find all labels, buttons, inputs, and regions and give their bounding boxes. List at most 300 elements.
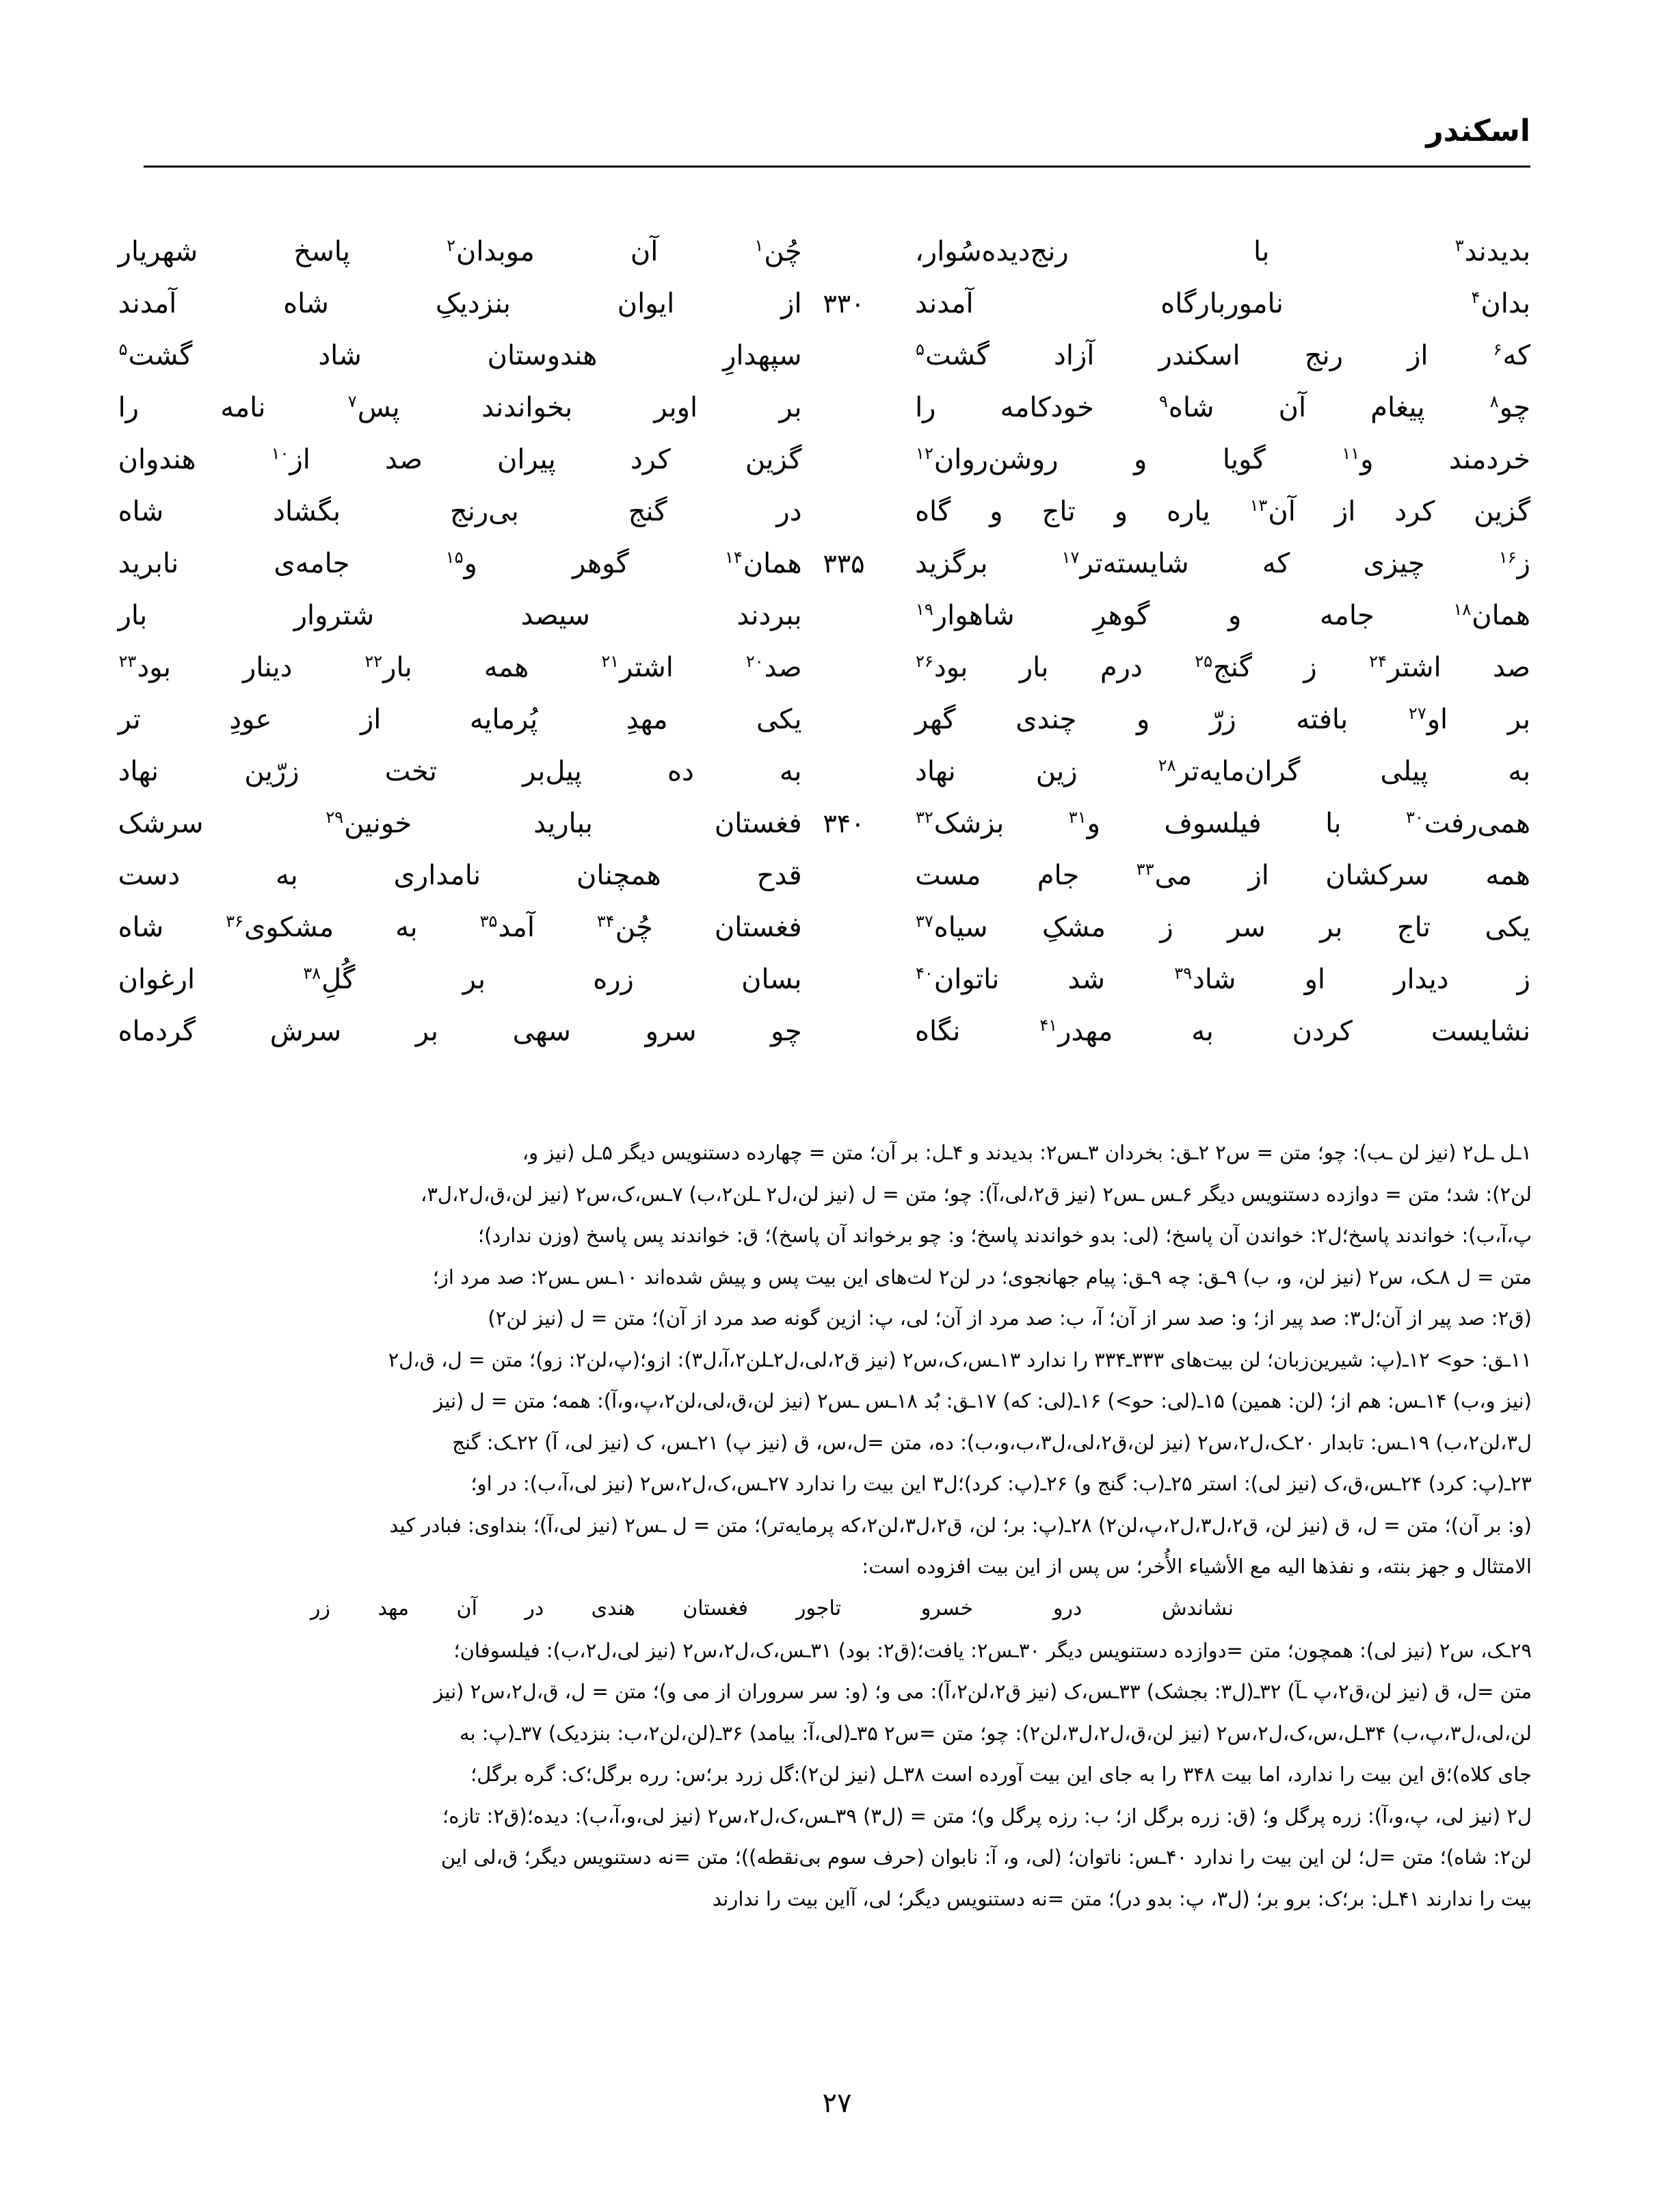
verse-word: از [1407,340,1429,371]
verse-word: صد [1493,652,1530,683]
verse-word: به [1191,1016,1214,1047]
verse-word: که [1262,548,1290,579]
verse-word: گنج [628,496,667,527]
verse-word: ناتوان$^{۴۰}$ [916,963,1000,995]
apparatus-line: (نیز و،ب) ۱۴ـس: هم از؛ (لن: همین) ۱۵ـ(لی: حو>) ۱۶ـ(لی: که) ۱۷ـق: بُد ۱۸ـس ـس۲ (نیز لن،ق،لی،لن۲،پ،و،آ): همه؛ متن = ل (نیز [434,1389,1532,1412]
verse-word: یاره [1167,496,1210,527]
footnote-marker: ۲۸ [1158,755,1176,775]
verse-word: خسرو [920,1596,974,1620]
verse-word: جامه [1319,600,1374,631]
verse-word: مهد [377,1596,410,1620]
verse-word: پیل‌بر [522,756,582,787]
footnote-marker: ۶ [1493,339,1502,359]
hemistich-text [915,746,1530,798]
verse-word: اوبر [654,392,698,423]
verse-word: پاسخ [293,236,351,267]
verse-word: او [1304,964,1326,995]
hemistich-text [915,953,1530,1005]
apparatus-line: ل۲ (نیز لی، پ،و،آ): زره پرگل و؛ (ق: زره برگل از؛ ب: رزه پرگل و)؛ متن = (ل۳) ۳۹ـس،ک،ل۲،س۲ (نیز لی،و،آ،ب): دیده؛(ق۲: تازه؛ [442,1804,1532,1828]
verse-word: فیلسوف [1164,808,1262,839]
hemistich-first [118,382,865,434]
verse-word: با [1253,236,1270,267]
verse-word: گزین [745,444,802,475]
verse-word: سپهدارِ [723,340,802,371]
verse-word: شتروار [293,600,375,631]
verse-word: گُلِ$^{۳۸}$ [303,963,356,995]
verse-word: همان$^{۱۴}$ [725,547,802,579]
verse-word: یکی [756,704,802,735]
verse-word: فغستان [714,808,802,839]
hemistich-first [118,953,865,1005]
verse-word: بود$^{۲۳}$ [118,651,172,683]
verse-word: دست [118,860,181,891]
verse-word: کردن [1292,1016,1353,1047]
verse-word: کرد [630,444,671,475]
apparatus-line: متن =ل، ق (نیز لن،ق۲،پ ـآ) ۳۲ـ(ل۳: بجشک) ۳۳ـس،ک (نیز ق۲،لن۲،آ): می و؛ (و: سر سروران از می و)؛ متن = ل، ق،ل۲،س۲ (نیز [434,1680,1532,1703]
verse-word: جامه‌ی [274,548,350,579]
verse-word: همه [483,652,529,683]
verse-word: رنج [1304,340,1343,371]
hemistich-second [865,901,1530,953]
running-title: اسکندر [1426,114,1530,148]
hemistich-text [118,434,802,486]
footnote-marker: ۲۲ [364,651,383,671]
verse-word: از [781,288,802,319]
verse-word: مهدر$^{۴۱}$ [1039,1015,1113,1047]
footnote-marker: ۵ [118,339,128,359]
hemistich-first [118,590,865,642]
verse-word: رنج‌دیده‌سُوار، [915,236,1069,267]
verse-couplet [118,486,1530,538]
hemistich-text [118,330,802,382]
verse-word: اشتر$^{۲۱}$ [601,651,674,683]
verse-word: به [395,912,418,943]
footnote-marker: ۲۳ [118,651,137,671]
verse-word: تاج [1041,496,1076,527]
apparatus-line: جای کلاه)؛ق این بیت را ندارد، اما بیت ۳۴۸ را به جای این بیت آورده است ۳۸ـل (نیز لن۲):گل زرد بر؛س: رره برگل؛ک: گره برگل؛ [470,1763,1532,1786]
footnote-marker: ۴۱ [1039,1015,1058,1035]
hemistich-text [118,746,802,798]
verse-word: و [1137,704,1150,735]
folio-number: ۲۷ [822,2088,852,2119]
apparatus-line: (و: بر آن)؛ متن = ل، ق (نیز لن، ق۲،ل۳،ل۲،پ،لن۲) ۲۸ـ(پ: بر؛ لن، ق۲،ل۳،لن۲،که پرمایه‌تر)؛ متن = ل ـس۲ (نیز لی،آ)؛ بنداوی: فبادر کید [389,1513,1532,1537]
hemistich-text [118,590,802,642]
verse-word: شایسته‌تر$^{۱۷}$ [1061,547,1189,579]
apparatus-line: ۱ـل ـل۲ (نیز لن ـب): چو؛ متن = س۲ ۲ـق: بخردان ۳ـس۲: بدیدند و ۴ـل: بر آن؛ متن = چهارده دستنویس دیگر ۵ـل (نیز و، [522,1141,1532,1164]
verse-word: چو [771,1016,802,1047]
hemistich-text [118,1005,802,1057]
apparatus-line: لن۲): شد؛ متن = دوازده دستنویس دیگر ۶ـس ـس۲ (نیز ق۲،لی،آ): چو؛ متن = ل (نیز لن،ل۲ ـلن۲،ب) ۷ـس،ک،س۲ (نیز لن،ق،ل۲،ل۳، [420,1182,1532,1206]
footnote-marker: ۱۲ [916,443,933,463]
verse-word: گویا [1222,444,1266,475]
hemistich-text [118,642,802,694]
verse-word: از [360,704,382,735]
verse-word: سیاه$^{۳۷}$ [916,911,988,943]
verse-word: و [1114,496,1128,527]
verse-word: ز [1517,964,1530,995]
verse-word: خونین$^{۲۹}$ [326,807,412,839]
verse-word: نهاد [915,756,956,787]
verse-word: گوهر [572,548,629,579]
apparatus-hemistich-first [310,1588,748,1630]
verse-word: بدیدند$^۳$ [1454,235,1530,267]
apparatus-inline-couplet [142,1588,1532,1630]
running-header [144,116,1530,171]
verse-word: بافته [1296,704,1348,735]
verse-word: آمد$^{۳۵}$ [479,911,535,943]
footnote-marker: ۳۸ [303,963,321,983]
verse-word: به [779,756,802,787]
verse-word: مشکِ [1041,912,1106,943]
verse-word: سرش [269,1016,342,1047]
verse-word: نشاندش [1162,1596,1234,1620]
verse-word: درو [1052,1596,1082,1620]
verse-word: برگزید [915,548,988,579]
verse-couplet [118,798,1530,850]
verse-word: سرشک [118,808,204,839]
verse-word: شاهوار$^{۱۹}$ [916,599,1015,631]
hemistich-first [118,798,865,850]
hemistich-first [118,226,865,278]
verse-word: به [276,860,298,891]
hemistich-second [865,642,1530,694]
verse-word: نگاه [915,1016,961,1047]
footnote-marker: ۲۴ [1369,651,1387,671]
footnote-marker: ۱۹ [916,599,933,619]
footnote-marker: ۳۱ [1068,807,1087,827]
verse-word: تخت [384,756,437,787]
verse-word: ز [1160,912,1173,943]
verse-couplet [118,434,1530,486]
verse-word: و$^{۱۱}$ [1342,443,1374,475]
verse-word: چندی [1015,704,1077,735]
verse-word: پیران [497,444,556,475]
verse-word: اسکندر [1158,340,1240,371]
hemistich-text [118,226,802,278]
verse-word: بر [779,392,802,423]
verse-word: صد$^{۲۰}$ [745,651,802,683]
hemistich-first [118,901,865,953]
verse-word: چیزی [1363,548,1425,579]
verse-word: همان$^{۱۸}$ [1453,599,1530,631]
verse-word: آن$^{۱۳}$ [1249,495,1296,527]
verse-couplet [118,278,1530,330]
footnote-marker: ۵ [916,339,925,359]
hemistich-text [915,590,1530,642]
verse-word: بدان$^۴$ [1471,287,1530,319]
verse-word: بزشک$^{۳۲}$ [916,807,1005,839]
verse-word: تاجور [796,1596,842,1620]
verse-word: گنج$^{۲۵}$ [1195,651,1252,683]
verse-word: شد [1067,964,1106,995]
footnote-marker: ۴۰ [916,963,933,983]
verse-word: آن [1278,392,1307,423]
footnote-marker: ۲۹ [326,807,344,827]
verse-word: مهدِ [626,704,668,735]
footnote-marker: ۱ [754,235,764,255]
hemistich-second [865,382,1530,434]
hemistich-text [118,694,802,746]
footnote-marker: ۳۰ [1405,807,1424,827]
verse-couplet [118,694,1530,746]
hemistich-second [865,538,1530,590]
verse-word: زرّ [1210,704,1236,735]
verse-word: را [118,392,139,423]
footnote-marker: ۲۵ [1195,651,1212,671]
verse-word: سیصد [520,600,590,631]
hemistich-second [865,434,1530,486]
verse-couplet [118,953,1530,1005]
verse-word: دیدار [1394,964,1449,995]
footnote-marker: ۳۷ [916,911,933,931]
verse-couplet [118,538,1530,590]
apparatus-line: ۲۳ـ(پ: کرد) ۲۴ـس،ق،ک (نیز لی): استر ۲۵ـ(ب: گنج و) ۲۶ـ(پ: کرد)؛ل۳ این بیت را ندارد ۲۷ـس،ک،ل۲،س۲ (نیز لی،آ،ب): در او؛ [470,1472,1532,1495]
verse-word: نامور‌بارگاه [1160,288,1284,319]
hemistich-text [118,953,802,1005]
verse-word: زین [1035,756,1078,787]
verse-word: مشکوی$^{۳۶}$ [226,911,334,943]
hemistich-text [915,226,1530,278]
verse-word: نامداری [393,860,481,891]
verse-word: می$^{۳۳}$ [1136,859,1193,891]
apparatus-line: ل۳،لن۲،ب) ۱۹ـس: تابدار ۲۰ـک،ل۲،س۲ (نیز لن،ق۲،لی،ل۳،ب،و،ب): ده، متن =ل،س، ق (نیز پ) ۲۱ـس، ک (نیز لی، آ) ۲۲ـک: گنج [452,1430,1532,1454]
verse-word: که$^۶$ [1493,339,1530,371]
verse-word: نشایست [1431,1016,1530,1047]
verse-word: بنزدیکِ [435,288,511,319]
verse-word: گران‌مایه‌تر$^{۲۸}$ [1158,755,1301,787]
hemistich-text [118,538,802,590]
verse-word: جام [1037,860,1080,891]
verse-word: اشتر$^{۲۴}$ [1369,651,1442,683]
hemistich-text [118,382,802,434]
footnote-marker: ۱۸ [1453,599,1472,619]
verse-word: بسان [741,964,802,995]
verse-word: گاه [915,496,951,527]
verse-word: بگشاد [273,496,341,527]
verse-word: گهر [915,704,956,735]
verse-word: شاه [283,288,329,319]
verse-word: گزین [1474,496,1530,527]
verse-word: او$^{۲۷}$ [1408,703,1448,735]
verse-word: نابرید [118,548,179,579]
footnote-marker: ۱۱ [1342,443,1360,463]
verse-word: سهی [512,1016,571,1047]
hemistich-second [865,590,1530,642]
verse-couplet [118,746,1530,798]
verse-word: در [776,496,802,527]
verse-word: ببارید [533,808,593,839]
hemistich-second [865,226,1530,278]
verse-word: چُن$^۱$ [754,235,802,267]
verse-word: و$^{۱۵}$ [445,547,477,579]
verse-word: موبدان$^۲$ [447,235,535,267]
verse-word: همه [1485,860,1530,891]
apparatus-line: (ق۲: صد پیر از آن؛ل۳: صد پیر از؛ و: صد سر از آن؛ آ، ب: صد مرد از آن؛ لی، پ: ازین گونه صد مرد از آن)؛ متن = ل (نیز لن۲) [488,1306,1532,1330]
footnote-marker: ۷ [347,391,357,411]
hemistich-first [118,278,865,330]
apparatus-line: پ،آ،ب): خواندند پاسخ؛ل۲: خواندن آن پاسخ؛ (لی: بدو خواندند پاسخ؛ و: چو بر‌خواند آن پاسخ)؛ ق: خواندند پس پاسخ (وزن ندارد)؛ [477,1224,1532,1247]
hemistich-second [865,278,1530,330]
verse-word: شاد [318,340,362,371]
verse-word: هندوستان [487,340,598,371]
verse-word: و [989,496,1003,527]
verse-word: شاه [118,912,164,943]
verse-word: کرد [1394,496,1435,527]
verse-word: و [1227,600,1242,631]
apparatus-line: لن۲: شاه)؛ متن =ل؛ لن این بیت را ندارد ۴۰ـس: ناتوان؛ (لی، و، آ: نابوان (حرف سوم بی‌نقطه))؛ متن =نه دستنویس دیگر؛ ق،لی این [441,1845,1532,1869]
verse-word: سرکشان [1325,860,1430,891]
apparatus-line: ۱۱ـق: حو> ۱۲ـ(پ: شیرین‌زبان؛ لن بیت‌های ۳۳۳ـ۳۳۴ را ندارد ۱۳ـس،ک،س۲ (نیز ق۲،لی،ل۲ـلن۲،آ،ل۳): ازو؛(پ،لن۲: زو)؛ متن = ل، ق،ل۲ [388,1347,1532,1371]
hemistich-first [118,746,865,798]
verse-word: گردماه [118,1016,196,1047]
verse-word: پیلی [1380,756,1429,787]
hemistich-text [915,1005,1530,1057]
hemistich-text [915,901,1530,953]
apparatus-line: متن = ل ۸ـک، س۲ (نیز لن، و، ب) ۹ـق: چه ۹ـق: پیام جهانجوی؛ در لن۲ لت‌های این بیت پس و پیش شده‌اند ۱۰ـس ـس۲: صد مرد از؛ [432,1265,1532,1289]
header-rule [144,166,1530,168]
verse-word: در [524,1596,544,1620]
hemistich-first [118,642,865,694]
verse-word: عودِ [229,704,272,735]
verse-couplet [118,901,1530,953]
verse-word: پس$^۷$ [347,391,400,423]
hemistich-second [865,953,1530,1005]
hemistich-text [915,486,1530,538]
hemistich-second [865,850,1530,901]
hemistich-text [915,382,1530,434]
verse-couplet [118,590,1530,642]
verse-word: ز [1303,652,1317,683]
verse-word: نهاد [118,756,159,787]
verse-word: بخواندند [481,392,573,423]
hemistich-text [915,330,1530,382]
verse-word: صد [384,444,423,475]
verse-word: بر [415,1016,438,1047]
verse-couplet [118,642,1530,694]
footnote-marker: ۱۷ [1061,547,1080,567]
hemistich-text [915,538,1530,590]
verse-number: ۳۴۰ [823,808,865,839]
verse-word: ایوان [617,288,675,319]
hemistich-second [865,330,1530,382]
footnote-marker: ۲۷ [1408,703,1426,723]
verse-word: بود$^{۲۶}$ [916,651,968,683]
verse-word: چُن$^{۳۴}$ [596,911,653,943]
verse-word: شاه [118,496,164,527]
verse-word: بار [1019,652,1049,683]
verse-word: قدح [756,860,802,891]
verse-couplet [118,382,1530,434]
apparatus-line: لن،لی،ل۳،پ،ب) ۳۴ـل،س،ک،ل۲،س۲ (نیز لن،ق،ل۲،ل۳،لن۲): چو؛ متن =س۲ ۳۵ـ(لی،آ: بیامد) ۳۶ـ(لن،لن۲،ب: بنزدیک) ۳۷ـ(پ: به [459,1721,1532,1745]
hemistich-first [118,330,865,382]
verse-word: بر [462,964,486,995]
verse-word: آن [630,236,659,267]
verse-word: یکی [1485,912,1530,943]
verse-word: بر [1507,704,1530,735]
footnote-marker: ۳ [1454,235,1464,255]
verse-word: و$^{۳۱}$ [1068,807,1100,839]
footnote-marker: ۸ [1489,391,1499,411]
footnote-marker: ۳۵ [479,911,498,931]
footnote-marker: ۳۲ [916,807,933,827]
footnote-marker: ۳۳ [1136,859,1154,879]
footnote-marker: ۹ [1158,391,1168,411]
verse-word: تر [118,704,141,735]
verse-word: فغستان [714,912,802,943]
verse-word: زره [593,964,634,995]
hemistich-first [118,434,865,486]
verse-word: پیغام [1370,392,1425,423]
verse-couplet [118,330,1530,382]
verse-word: همی‌رفت$^{۳۰}$ [1405,807,1530,839]
hemistich-text [915,278,1530,330]
verse-word: با [1325,808,1342,839]
verse-word: فغستان [682,1596,748,1620]
verse-word: مست [915,860,981,891]
apparatus-line: بیت را ندارند ۴۱ـل: بر؛ک: برو بر؛ (ل۳، پ: بدو در)؛ متن =نه دستنویس دیگر؛ لی، آاین بیت را ندارند [713,1886,1532,1910]
verse-word: شاد$^{۳۹}$ [1174,963,1236,995]
footnote-marker: ۱۵ [445,547,464,567]
hemistich-text [118,486,802,538]
footnote-marker: ۳۴ [596,911,615,931]
hemistich-text [915,642,1530,694]
verse-word: بار$^{۲۲}$ [364,651,412,683]
hemistich-text [915,694,1530,746]
verse-couplet [118,1005,1530,1057]
verse-word: گشت$^۵$ [118,339,193,371]
apparatus-line: ۲۹ـک، س۲ (نیز لی): همچون؛ متن =دوازده دستنویس دیگر ۳۰ـس۲: یافت؛(ق۲: بود) ۳۱ـس،ک،ل۲،س۲ (نیز لی،ل۲،ب): فیلسوفان؛ [453,1638,1532,1662]
footnote-marker: ۱۶ [1498,547,1517,567]
verse-word: گشت$^۵$ [916,339,989,371]
hemistich-first [118,850,865,901]
footnote-marker: ۲ [447,235,456,255]
hemistich-text [118,850,802,901]
verse-word: را [915,392,936,423]
verse-word: سرو [645,1016,697,1047]
hemistich-first [118,694,865,746]
hemistich-text [915,850,1530,901]
verse-word: درم [1100,652,1143,683]
footnote-marker: ۲۱ [601,651,620,671]
verse-word: زرّین [244,756,300,787]
verse-word: نامه [220,392,266,423]
hemistich-second [865,486,1530,538]
hemistich-text [915,798,1530,850]
verse-word: پُرمایه [469,704,538,735]
footnote-marker: ۱۴ [725,547,743,567]
verse-word: آزاد [1054,340,1095,371]
verse-word: از [1334,496,1356,527]
verse-word: دینار [242,652,293,683]
verse-word: گوهرِ [1093,600,1150,631]
hemistich-second [865,694,1530,746]
verse-word: از [1248,860,1269,891]
apparatus-hemistich-second [796,1588,1234,1630]
verse-word: هندوان [118,444,196,475]
verse-word: آمدند [118,288,177,319]
hemistich-second [865,1005,1530,1057]
footnote-marker: ۳۹ [1174,963,1192,983]
verse-word: شهریار [118,236,198,267]
verse-word: آن [456,1596,477,1620]
verse-number: ۳۳۰ [823,289,865,319]
hemistich-second [865,798,1530,850]
footnote-marker: ۳۶ [226,911,243,931]
hemistich-text [118,798,802,850]
verse-word: همچنان [576,860,661,891]
hemistich-first [118,1005,865,1057]
verse-word: سر [1227,912,1266,943]
